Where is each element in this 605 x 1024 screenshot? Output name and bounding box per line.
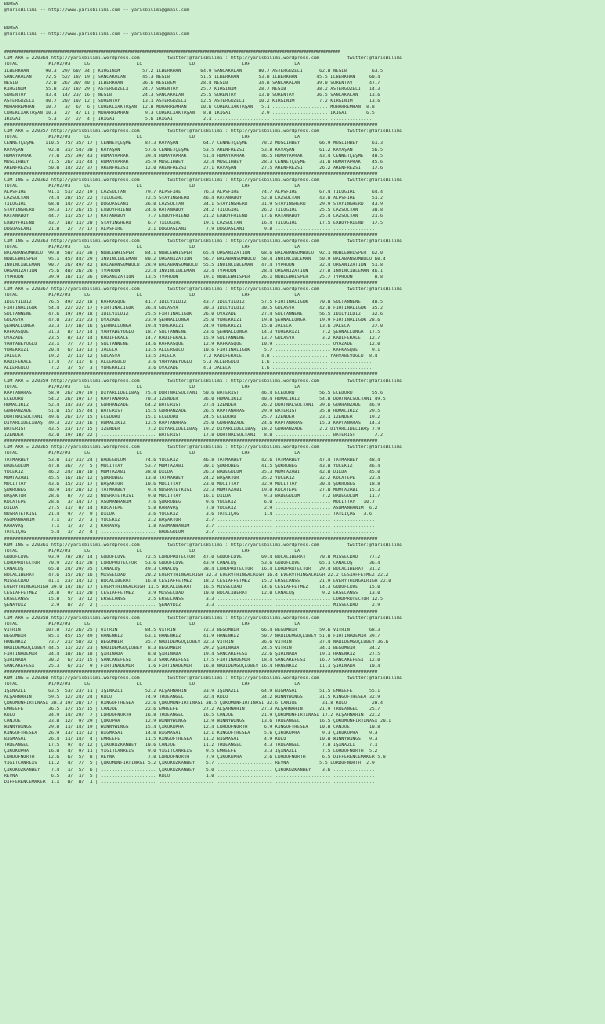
table-row: HÜMALİKIZ 52.4 14/ 33/ 23 | GÜRHANZADE 64.2 BATERİST 27.4 İZENDER 26.2 DÖRTNALSULTANI 39.6 GÜRHANZADE 46.9 xyxy=(4,402,381,408)
table-row: CANJOE 33.0 12/ 9/ 29 | ÇOKUPHA 12.9 WINNYWINGS 12.9 WINNYWINGS 13.6 TRUEANGEL 16.5 ÇOKÜMÜNFIRTINASI 20.1 xyxy=(4,718,392,724)
race-block xyxy=(4,445,602,542)
table-row: DÖRTNALSULTANI 49.6 26/ 17/ 15 | ECEDURU 15.1 ECEDURU 24.5 ECEDURU 25.7 İZENDER 23.1 İZENDER 19.2 xyxy=(4,415,381,420)
intro-contact: @YarisBilimi -- http://www.yarisbilimi.com -- yarisbilimi@gmail.com xyxy=(4,8,190,14)
table-row: REYNA 6.5 3/ 1/ 5 | .................... KOLO 1.0 .................... .................... ............... xyxy=(4,773,375,779)
column-header: TOTAL #1/#2/#3 LG LC LD LRF LA xyxy=(4,451,300,457)
table-row: ALŞAHNAHİN 59.5 12/ 24/ 24 | KOLO 74.9 TRUEANGEL 32.4 KOLO 34.2 WINNYWINGS 31.5 KINGOFTHESEA 32.9 xyxy=(4,694,381,700)
intro-city: BURSA xyxy=(4,26,18,32)
table-row: EKSELANSS 15.8 5/ 3/ 12 | EKSELANSS 2.5 EKSELANSS 3.3 .................... .................... LORDPROTECTOR 12.5 xyxy=(4,597,383,603)
race-block xyxy=(4,239,602,288)
table-row: MISSECDAD 41.1 23/ 14/ 12 | BOCALİBERAT 16.8 CESİAFFETMEZ 18.2 CESİAFFETMEZ 15.2 EKSELANSS 21.9 EVERYTHINGALRIGH 22.0 xyxy=(4,579,392,585)
race-block xyxy=(4,616,602,677)
table-row: İŞİNAZLI 63.5 53/ 23/ 11 | İŞİNAZLI 52.2 ALŞAHNAHİN 33.9 İŞİNAZLI 64.9 BIGMASAI 51.5 EMREEFE 55.1 xyxy=(4,688,381,694)
table-row: TYPHOON 39.9 10/ 11/ 36 | ORGANIZATION 13.5 TYPHOON 19.1 NOBLEWHISPER 26.1 NOBLEWHISPER 25.7 TYPHOON 8.8 xyxy=(4,275,383,281)
table-row: ORGANIZATION 75.6 40/ 26/ 26 | TYPHOON 22.4 İNVINCIBLEMAN 32.4 TYPHOON 28.4 ORGANIZATION 27.8 İNVINCIBLEMAN 46.1 xyxy=(4,269,383,275)
table-row: VİTRİN 107.8 72/ 26/ 25 | VİTRİN 84.5 VİTRİN 72.3 BEGÜMBİR 66.4 BEGÜMBİR 59.6 VİTRİN 68.3 xyxy=(4,627,381,633)
race-header: KUM ING = 220361 http://yarisbilimi.wordpress.com twitter:@YarisBilimi : http://yarisbilimi.wordpress.com twitter:@YarisBilimi xyxy=(4,542,403,548)
table-row: YAHYABEYOĞLU 23.1 7/ 7/ 17 | SULTANNENE 14.6 KAFKASQUE 12.9 KAFKASQUE 10.9 .................... OYAZADE 12.0 xyxy=(4,342,381,348)
table-row: MÜMTAZABİ 45.5 16/ 16/ 12 | ŞÜKRÜBEG 13.0 TATMARBEY 24.2 BAŞAKTÖR 35.2 YÜCEKIZ 32.2 KOCATEPE 22.4 xyxy=(4,475,381,481)
table-row: GÜLASYA 47.0 23/ 21/ 23 | OYAZADE 23.9 ŞEHNALLONGA 25.0 YÜREKRIZI 19.8 ŞEHNALLONGA 19.9 FIRTINALIGÖK 28.6 xyxy=(4,317,381,323)
table-row: ASUMANHANIM 7.1 3/ 2/ 3 | YÜCEKIZ 2.2 BAŞAKTÖR 2.7 .................... .................... ............... xyxy=(4,518,375,524)
spacer xyxy=(4,38,602,50)
column-header: TOTAL #1/#2/#3 LG LC LD LRF LA xyxy=(4,621,300,627)
table-row: SULTANNENE 47.6 19/ 19/ 18 | İDILYILDIZ 25.5 FIRTINALIGÖK 26.0 OYAZADE 27.4 SULTANNENE 56.5 İDILYILDIZ 32.6 xyxy=(4,311,383,317)
table-row: CANALUŞ 65.0 24/ 29/ 35 | CANALUŞ 49.3 CANALUŞ 38.4 LORDPROTECTOR 16.4 LORDPROTECTOR 29.4 BOCALİBERAT 31.2 xyxy=(4,566,381,572)
table-row: MUSLİHBEY 71.5 26/ 21/ 44 | HÜMAYAPRAK 35.9 MUSLİHBEY 32.4 MUSLİHBEY 28.3 CENNETÇEŞME 31.0 HÜMAYAPRAK 45.6 xyxy=(4,159,383,165)
text-document xyxy=(4,2,602,1022)
table-row: KAYAŞAN 92.0 31/ 54/ 30 | KAYAŞAN 57.6 CENNETÇEŞME 53.5 AKENFREZSİ 53.8 KAYAŞAN 61.2 KAYAŞAN 56.5 xyxy=(4,147,383,153)
column-header: TOTAL #1/#2/#3 LG LC LD LRF LA xyxy=(4,62,300,68)
table-row: ####################################################################################################################################### xyxy=(4,281,378,287)
table-row: KINGOFTHESEA 26.9 13/ 11/ 12 | BIGMASAI 14.0 BIGMASAI 12.1 KINGOFTHESEA 5.6 ÇIKOKUPHA 9.3 ÇIKOKUPHA 9.3 xyxy=(4,731,378,737)
table-row: İNVINCIBLEMAN 90.7 26/ 49/ 42 | BALABANSÜMBÜLÜ 28.9 BALABANSÜMBÜLÜ 55.5 İNVINCIBLEMAN 47.4 TYPHOON 32.4 ORGANIZATION 51.8 xyxy=(4,263,383,269)
race-header: KUM ING = 220360 http://yarisbilimi.wordpress.com twitter:@YarisBilimi : http://yarisbilimi.wordpress.com twitter:@YarisBilimi xyxy=(4,676,403,682)
table-row: ####################################################################################################################################### xyxy=(4,372,378,378)
table-row: SANCAKEFESİ 25.3 6/ 21/ 9 | FIRTINADEMİR 1.6 FIRTINADEMİR 16.8 NADIDEMGÜÇLÜBEY 16.4 HANENKIZ 11.1 ŞİRİNADA 10.4 xyxy=(4,664,381,670)
table-row: EMREEFE 36.5 17/ 15/ 15 | CANJOE 22.6 EMREEFE 27.2 ALŞAHNAHİN 27.3 ALŞAHNAHİN 21.9 TRUEANGEL 25.7 xyxy=(4,706,381,712)
table-row: SURENTAY 43.4 14/ 23/ 16 | NESİB 24.3 SANCAKALAN 25.5 SURENTAY 13.0 SURENTAY 36.5 SANCAKALAN 13.6 xyxy=(4,92,381,98)
table-row: ÇOKÜMÜNFIRTINASI 38.3 19/ 20/ 17 | KINGOFTHESEA 22.6 ÇOKÜMÜNFIRTINASI 30.5 ÇOKÜMÜNFIRTINASI 32.6 CANJOE 31.8 KOLO 28.4 xyxy=(4,700,383,706)
table-row: LAZSULTAN 74.4 28/ 15/ 22 | TILOGIRL 72.5 STAYINGHERO 46.4 KATANABOY 52.8 LAZSULTAN 43.0 ALPSFIRE 51.2 xyxy=(4,196,383,202)
table-row: KADIFEKALE 17.4 7/ 11/ 6 | ALLERGÜLÜ 3.6 YAHYABEYOĞLU 5.3 ALLERGÜLÜ 1.6 .................... ............... xyxy=(4,360,372,366)
table-row: ECEDURU 54.2 26/ 19/ 17 | KAPTANARAS 70.3 İZENDER 36.0 HÜMALİKIZ 40.4 HÜMALİKIZ 54.8 DÖRTNALSULTANI 49.5 xyxy=(4,396,386,402)
table-row: TRUEANGEL 17.5 9/ 4/ 12 | ÇIKOKÜZKANBEY 10.6 CANJOE 11.2 TRUEANGEL 4.3 TRUEANGEL 7.8 İŞİNAZLI 7.1 xyxy=(4,743,378,749)
intro-contact: @YarisBilimi -- http://www.yarisbilimi.com -- yarisbilimi@gmail.com xyxy=(4,32,190,38)
table-row: WINNYWINGS 29.8 11/ 14/ 19 | WINNYWINGS 15.4 ÇIKOKUPHA 12.4 LORDOFNORTH 6.9 KINGOFTHESEA 10.8 CANJOE 10.8 xyxy=(4,724,381,730)
table-row: DOĞUASLANI 21.8 2/ 7/ 17 | ALPSFIRE 2.1 DOĞUASLANI 7.9 DOĞUASLANI 9.8 .................... ............... xyxy=(4,226,375,232)
table-row: NESİB 72.0 26/ 30/ 40 | İLBERKHAN 36.6 NESİBEM 28.4 NESİB 34.8 SANCAKALAN 39.0 SURENTAY 47.7 xyxy=(4,80,381,86)
spacer xyxy=(4,14,602,26)
column-header: TOTAL #1/#2/#3 LG LC LD LRF LA xyxy=(4,682,300,688)
table-row: HANENKIZ 73.7 21/ 50/ 32 | BEGÜMBİR 35.7 NADIDEMGÜÇLÜBEY 32.3 VİTRİN 36.6 VİTRİN 37.4 NADIDEMGÜÇLÜBEY 36.6 xyxy=(4,639,389,645)
table-row: GODOFLOVE 93.9 78/ 28/ 14 | GODOFLOVE 72.5 LORDPROTECTOR 47.0 GODOFLOVE 69.4 BOCALİBERAT 70.8 MISSECDAD 77.2 xyxy=(4,554,381,560)
race-block xyxy=(4,287,602,378)
table-row: MUCİTTAY 43.6 15/ 21/ 17 | BAŞAKTÖR 10.6 MUCİTTAY 23.0 MUCİTTAY 32.9 MUCİTTAY 30.4 ŞÜKRÜBEG 18.8 xyxy=(4,481,381,487)
table-row: BADEGÜLÜM 47.8 36/ 7/ 5 | MUCİTTAY 53.7 MÜMTAZABİ 30.1 ŞÜKRÜBEG 41.5 ŞÜKRÜBEG 43.0 YÜCEKIZ 46.4 xyxy=(4,463,381,469)
table-row: KAPTANARAS 58.9 26/ 29/ 19 | DİYARLIDELİBAŞ 75.4 DÖRTNALSULTANI 50.6 BATERİST 46.4 ECEDURU 56.5 ECEDURU 55.6 xyxy=(4,390,383,396)
race-header: CIM ARA = 220358 http://yarisbilimi.wordpress.com twitter:@YarisBilimi : http://yarisbilimi.wordpress.com twitter:@YarisBilimi xyxy=(4,615,403,621)
rule-line: ########################################################################################################################################### xyxy=(4,50,340,56)
table-row: ####################################################################################################################################### xyxy=(4,670,378,676)
table-row: ASTERGÜZELİ 40.7 20/ 10/ 12 | SURENTAY 13.1 ASTERGÜZELİ 12.5 ASTERGÜZELİ 10.2 KIRGINIM 7.2 KIRGINIM 13.6 xyxy=(4,98,381,104)
table-row: ÇIKOKÜZKANBEY 7.4 1/ 5/ 6 | .................... ÇIKOKÜZKANBEY 5.0 .................... ÇIKOKÜZKANBEY 3.6 ............... xyxy=(4,767,375,773)
table-row: İLBERKHAN 90.3 29/ 60/ 34 | KIRGINIM 57.2 İLBERKHAN 64.9 SANCAKALAN 80.7 ASTERGÜZELİ 62.8 NESİB 63.5 xyxy=(4,68,383,74)
table-row: YÜREKRIZI 20.4 6/ 13/ 13 | JALELA 13.5 ALLERGÜLÜ 10.6 FIRTINALIGÖK 5.7 .................... KAFKASQUE 9.1 xyxy=(4,348,381,354)
table-row: ŞEHNALLONGA 33.3 17/ 10/ 16 | ŞEHNALLONGA 19.4 YÜREKRIZI 24.9 YÜREKRIZI 15.0 JALELA 13.6 JALELA 27.0 xyxy=(4,323,383,329)
table-row: LORDPROTECTOR 70.9 22/ 41/ 28 | LORDPROTECTOR 53.6 GODOFLOVE 43.9 CANALUŞ 53.6 GODOFLOVE 65.1 CANALUŞ 36.4 xyxy=(4,560,381,566)
table-row: BOCALİBERAT 47.6 15/ 26/ 16 | MISSECDAD 20.2 EVERYTHINGALRIGH 32.3 EVERYTHINGALRIGH 16.4 EVERYTHINGALRIGH 22.2 CESİAFFETMEZ 22.2 xyxy=(4,573,389,579)
race-header: CIM ARA = 220357 http://yarisbilimi.wordpress.com twitter:@YarisBilimi : http://yarisbilimi.wordpress.com twitter:@YarisBilimi xyxy=(4,129,403,135)
race-header: CIM ING = 220362 http://yarisbilimi.wordpress.com twitter:@YarisBilimi : http://yarisbilimi.wordpress.com twitter:@YarisBilimi xyxy=(4,177,403,183)
table-row: BATERİST 43.5 23/ 17/ 15 | İZENDER 7.2 DİYARLIDELİBAŞ 19.2 DİYARLIDELİBAŞ 18.2 GÜRHANZADE 2.2 DİYARLIDELİBAŞ 7.9 xyxy=(4,427,381,433)
table-row: YİĞİTCANREİS 11.2 4/ 7/ 5 | ÇOKÜMÜNFIRTINASI 5.2 ÇIKOKÜZKANBEY 5.7 .................... REYNA 5.5 LORDOFNORTH 2.9 xyxy=(4,761,375,767)
table-row: HÜMAYAPRAK 77.0 25/ 39/ 43 | HÜMAYAPRAK 39.4 HÜMAYAPRAK 51.4 HÜMAYAPRAK 46.5 HÜMAYAPRAK 43.4 CENNETÇEŞME 48.5 xyxy=(4,153,383,159)
table-row: BAŞAKTÖR 28.6 8/ 7/ 22 | NUSRATETKİSI 9.0 MUCİTTAY 16.1 DILDA 9.3 BADEGÜLÜM 7.2 BADEGÜLÜM 11.7 xyxy=(4,494,381,500)
table-row: KOLO 34.9 14/ 29/ 7 | LORDOFNORTH 16.8 TRUEANGEL 16.5 CANJOE 21.9 ÇOKÜMÜNFIRTINASI 17.2 ALŞAHNAHİN 22.2 xyxy=(4,712,381,718)
column-header: TOTAL #1/#2/#3 LG LC LD LRF LA xyxy=(4,548,300,554)
table-row: DILDA 27.5 11/ 8/ 14 | KOCATEPE 5.8 KARAVAŞ 7.8 YÜCEKIZ 2.9 .................... ASUMANHANIM 6.2 xyxy=(4,506,378,512)
race-block xyxy=(4,543,602,616)
table-row: DIFFERENCEMAKER 1.1 0/ 0/ 1 | .................... .................... .................... .................... ............... xyxy=(4,779,375,785)
race-block xyxy=(4,178,602,239)
column-header: TOTAL #1/#2/#3 LG LC LD LRF LA xyxy=(4,135,300,141)
table-row: EXBOYFRIEND 43.7 10/ 11/ 20 | STAYINGHERO 6.7 TILOGIRL 19.1 LAZSULTAN 16.4 TILOGIRL 17.5 EXBOYFRIEND 17.5 xyxy=(4,220,383,226)
table-row: CÜREKLİAKTAŞAN 10.3 2/ 4/ 11 | MUHARREMHAN 9.3 CÜREKLİAKTAŞAN 8.0 IKIGAI 2.9 .................... IKIGAI 6.5 xyxy=(4,111,375,117)
table-row: NOBLEWHISPER 95.1 45/ 44/ 29 | İNVINCIBLEMAN 80.2 ORGANIZATION 56.7 BALABANSÜMBÜLÜ 58.4 İNVINCIBLEMAN 50.9 BALABANSÜMBÜLÜ 60.4 xyxy=(4,256,386,262)
table-row: FIRTINADEMİR 34.4 10/ 16/ 18 | ŞİRİNADA 8.0 ŞİRİNADA 19.4 SANCAKEFESİ 22.6 ŞİRİNADA 19.1 HANENKIZ 27.5 xyxy=(4,652,381,658)
table-row: NUSRATETKİSI 21.4 9/ 7/ 9 | DILDA 3.6 YÜCEKIZ 3.6 TATLIÇAĞ 1.4 .................... TATLIÇAĞ 3.6 xyxy=(4,512,372,518)
table-row: FIRTINALIGÖK 54.4 22/ 22/ 17 | FIRTINALIGÖK 36.4 GÜLASYA 30.3 İDILYILDIZ 30.5 GÜLASYA 42.0 FIRTINALIGÖK 35.2 xyxy=(4,305,383,311)
table-row: CENNETÇEŞME 110.5 75/ 35/ 17 | CENNETÇEŞME 87.3 KAYAŞAN 64.7 CENNETÇEŞME 78.2 MUSLİHBEY 66.9 MUSLİHBEY 61.3 xyxy=(4,141,383,147)
table-row: ALPSFIRE 91.1 51/ 22/ 19 | LAZSULTAN 79.7 ALPSFIRE 76.3 ALPSFIRE 74.7 ALPSFIRE 67.4 TILOGIRL 64.4 xyxy=(4,190,383,196)
table-row: KOCATEPE 28.6 3/ 14/ 17 | ASUMANHANIM 7.6 ŞÜKRÜBEG 9.6 YÜCEKIZ 6.0 .................... MUCİTTAY 10.7 xyxy=(4,500,375,506)
column-header: TOTAL #1/#2/#3 LG LC LD LRF LA xyxy=(4,244,300,250)
table-row: ####################################################################################################################################### xyxy=(4,123,378,129)
table-row: CESİAFFETMEZ 24.8 9/ 11/ 20 | CESİAFFETMEZ 3.9 MISSECDAD 10.0 BOCALİBERAT 12.0 CANALUŞ 9.2 EKSELANSS 13.0 xyxy=(4,591,381,597)
table-row: ####################################################################################################################################### xyxy=(4,171,378,177)
table-row: ALLERGÜLÜ 7.2 3/ 5/ 3 | YÜREKRIZI 3.6 OYAZADE 4.3 JALELA 1.6 .................... ............... xyxy=(4,366,372,372)
race-block xyxy=(4,56,602,129)
race-list xyxy=(4,56,602,785)
table-row: NADIDEMGÜÇLÜBEY 44.5 11/ 22/ 23 | NADIDEMGÜÇLÜBEY 8.3 BEGÜMBİR 29.2 ŞİRİNADA 24.5 VİTRİN 34.1 BEGÜMBİR 34.2 xyxy=(4,645,381,651)
table-row: EVERYTHINGALRIGH 39.0 14/ 16/ 17 | EVERYTHINGALRIGH 11.5 BOCALİBERAT 16.5 MISSECDAD 14.6 CESİAFFETMEZ 14.3 GODOFLOVE 15.0 xyxy=(4,585,381,591)
race-block xyxy=(4,129,602,178)
table-row: TATLIÇAĞ 5.4 1/ 2/ 4 | .................... BADEGÜLÜM 2.7 .................... .................... ............... xyxy=(4,530,375,536)
table-row: STAYINGHERO 59.3 17/ 26/ 15 | EXBOYFRIEND 24.6 KATANABOY 24.2 TILOGIRL 26.2 TILOGIRL 25.5 LAZSULTAN 30.8 xyxy=(4,208,383,214)
race-header: CIM ARA = 220365 http://yarisbilimi.wordpress.com twitter:@YarisBilimi : http://yarisbilimi.wordpress.com twitter:@YarisBilimi xyxy=(4,445,403,451)
race-header: CIM ARA = 220359 http://yarisbilimi.wordpress.com twitter:@YarisBilimi : http://yarisbilimi.wordpress.com twitter:@YarisBilimi xyxy=(4,378,403,384)
table-row: TATMARBEY 53.0 11/ 31/ 24 | BADEGÜLÜM 74.6 YÜCEKIZ 46.8 TATMARBEY 42.6 TATMARBEY 47.4 TATMARBEY 48.4 xyxy=(4,457,381,463)
table-row: LORDOFNORTH 12.6 6/ 5/ 8 | REYNA 7.0 LORDOFNORTH 7.9 ÇIKOKUPHA 2.6 LORDOFNORTH 6.5 DIFFERENCEMAKER 5.0 xyxy=(4,755,386,761)
table-row: TILOGIRL 68.0 14/ 27/ 27 | DOĞUASLANI 36.0 LAZSULTAN 34.1 STAYINGHERO 31.9 STAYINGHERO 29.9 STAYINGHERO 43.9 xyxy=(4,202,383,208)
table-row: ####################################################################################################################################### xyxy=(4,439,378,445)
table-row: ####################################################################################################################################### xyxy=(4,536,378,542)
race-header: CIM ING = 220363 http://yarisbilimi.wordpress.com twitter:@YarisBilimi : http://yarisbilimi.wordpress.com twitter:@YarisBilimi xyxy=(4,238,403,244)
table-row: KARAVAŞ 7.1 1/ 3/ 2 | KARAVAŞ 1.8 ASUMANHANIM 2.7 .................... .................... ............... xyxy=(4,524,375,530)
table-row: BEGÜMBİR 85.1 45/ 15/ 49 | HANENKIZ 63.1 HANENKIZ 41.9 HANENKIZ 50.7 NADIDEMGÜÇLÜBEY 51.0 FIRTINADEMİR 39.7 xyxy=(4,633,381,639)
table-row: ÇIKOKUPHA 16.0 4/ 9/ 11 | YİĞİTCANREİS 9.0 YİĞİTCANREİS 9.5 EMREEFE 3.3 İŞİNAZLI 7.5 LORDOFNORTH 5.2 xyxy=(4,749,378,755)
table-row: ŞENAYDİZ 2.9 0/ 2/ 2 | .................... ŞENAYDİZ 3.3 .................... .................... MISSECDAD 2.9 xyxy=(4,603,381,609)
intro-block xyxy=(4,2,602,56)
table-row: İZENDER 42.0 19/ 18/ 22 | .................... BATERİST 17.8 DÖRTNALSULTANI 8.0 .................... BATERİST 7.2 xyxy=(4,433,383,439)
table-row: BIGMASAI 26.4 11/ 14/ 4 | EMREEFE 11.5 KINGOFTHESEA 11.2 BIGMASAI 4.9 KOLO 10.0 WINNYWINGS 9.3 xyxy=(4,737,378,743)
table-row: AKENFREZSİ 50.0 14/ 22/ 37 | AKENFREZSİ 12.0 AKENFREZSİ 27.1 KAYAŞAN 27.5 AKENFREZSİ 26.2 AKENFREZSİ 17.6 xyxy=(4,165,383,171)
table-row: ŞÜKRÜBEG 40.9 14/ 20/ 12 | TATMARBEY 9.4 NUSRATETKİSI 22.3 MÜMTAZABİ 19.0 KOCATEPE 27.0 MÜMTAZABİ 15.3 xyxy=(4,487,381,493)
table-row: YÜCEKIZ 46.2 24/ 10/ 10 | MÜMTAZABİ 38.0 DILDA 26.3 BADEGÜLÜM 35.3 MÜMTAZABİ 42.0 DILDA 45.0 xyxy=(4,469,381,475)
table-row: ŞİRİNADA 30.2 6/ 21/ 15 | SANCAKEFESİ 0.3 SANCAKEFESİ 17.5 FIRTINADEMİR 18.4 SANCAKEFESİ 16.7 SANCAKEFESİ 12.0 xyxy=(4,658,381,664)
table-row: BALABANSÜMBÜLÜ 99.8 50/ 31/ 38 | NOBLEWHISPER 84.1 NOBLEWHISPER 65.4 ORGANIZATION 68.6 BALABANSÜMBÜLÜ 92.1 NOBLEWHISPER 62.0 xyxy=(4,250,383,256)
table-row: KATANABOY 44.7 11/ 25/ 17 | KATANABOY 7.7 EXBOYFRIEND 21.2 EXBOYFRIEND 17.6 KATANABOY 25.4 LAZSULTAN 21.6 xyxy=(4,214,383,220)
column-header: TOTAL #1/#2/#3 LG LC LD LRF LA xyxy=(4,184,300,190)
table-row: MUHARREMHAN 10.7 3/ 6/ 6 | CÜREKLİAKTAŞAN 12.8 MUHARREMHAN 10.6 CÜREKLİAKTAŞAN 5.1 .................... MUHARREMHAN 8.8 xyxy=(4,105,375,111)
table-row: ####################################################################################################################################### xyxy=(4,232,378,238)
race-header: CIM ARA = 220367 http://yarisbilimi.wordpress.com twitter:@YarisBilimi : http://yarisbilimi.wordpress.com twitter:@YarisBilimi xyxy=(4,287,403,293)
table-row: JALELA 19.2 2/ 11/ 12 | GÜLASYA 13.5 JALELA 7.2 KADIFEKALE 4.8 .................... YAHYABEYOĞLU 8.4 xyxy=(4,354,378,360)
table-row: OYAZADE 23.5 8/ 13/ 14 | KADIFEKALE 14.7 KADIFEKALE 15.9 SULTANNENE 13.7 GÜLASYA 3.2 KADIFEKALE 12.7 xyxy=(4,335,381,341)
table-row: DİYARLIDELİBAŞ 49.3 22/ 23/ 16 | HÜMALİKIZ 12.5 KAPTANARAS 25.0 GÜRHANZADE 24.6 KAPTANARAS 15.3 KAPTANARAS 14.3 xyxy=(4,421,381,427)
table-row: GÜRHANZADE 51.0 15/ 15/ 44 | BATERİST 15.5 GÜRHANZADE 26.5 KAPTANARAS 29.9 BATERİST 35.8 HÜMALİKIZ 29.5 xyxy=(4,408,381,414)
race-header: CIM ARA = 220364 http://yarisbilimi.wordpress.com twitter:@YarisBilimi : http://yarisbilimi.wordpress.com twitter:@YarisBilimi xyxy=(4,56,403,62)
table-row: SANCAKALAN 72.5 52/ 18/ 19 | SANCAKALAN 45.3 NESİB 51.5 İLBERKHAN 53.8 İLBERKHAN 45.5 İLBERKHAN 60.4 xyxy=(4,74,381,80)
table-row: KIRGINIM 55.8 23/ 18/ 29 | ASTERGÜZELİ 24.7 SURENTAY 25.7 KIRGINIM 28.7 NESİB 38.2 ASTERGÜZELİ 14.3 xyxy=(4,86,381,92)
race-block xyxy=(4,676,602,785)
column-header: TOTAL #1/#2/#3 LG LC LD LRF LA xyxy=(4,384,300,390)
column-header: TOTAL #1/#2/#3 LG LC LD LRF LA xyxy=(4,293,300,299)
table-row: IKIGAI 5.3 2/ 2/ 4 | IKIGAI 5.6 IKIGAI 2.1 .................... .................... ............... xyxy=(4,117,372,123)
intro-city: BURSA xyxy=(4,2,18,7)
race-block xyxy=(4,379,602,446)
table-row: ####################################################################################################################################### xyxy=(4,609,378,615)
table-row: KAFKASQUE 31.3 8/ 17/ 14 | YAHYABEYOĞLU 18.7 SULTANNENE 23.6 ŞEHNALLONGA 14.3 YÜREKRIZI 7.2 ŞEHNALLONGA 17.5 xyxy=(4,329,381,335)
table-row: İDILYILDIZ 76.5 49/ 22/ 18 | KAFKASQUE 41.7 İDILYILDIZ 43.7 İDILYILDIZ 57.5 FIRTINALIGÖK 70.0 SULTANNENE 48.5 xyxy=(4,299,383,305)
